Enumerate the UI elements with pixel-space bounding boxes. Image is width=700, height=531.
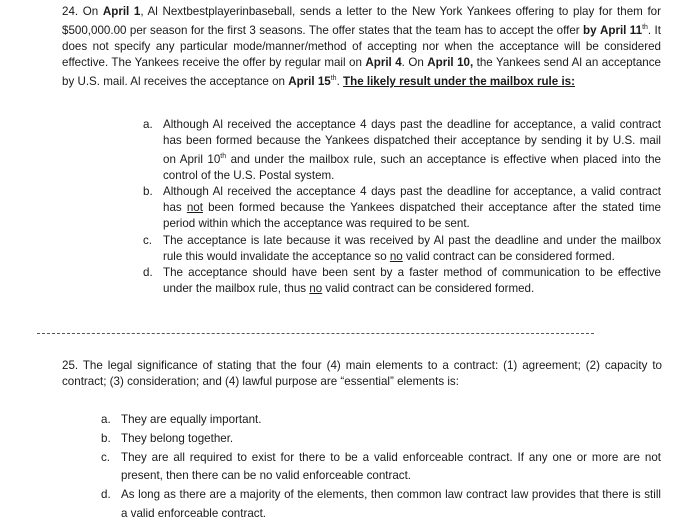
question-24-number: 24. — [62, 5, 79, 18]
question-25-text: 25. The legal significance of stating that the four (4) main elements to a contract: (1) agreement; (2) capacity to contract; (3) consideration; and (4) lawful purpose are “essential” elements is: — [62, 359, 662, 389]
question-24: 24. On April 1, Al Nextbestplayerinbaseball, sends a letter to the New York Yankees offering to play for them for $500,000.00 per season for the first 3 seasons. The offer states that the team has to accept the offer by April 11th. It does not specify any particular mode/manner/method of accepting nor when the acceptance will be considered effective. The Yankees receive the offer by regular mail on April 4. On April 10, the Yankees send Al an acceptance by U.S. mail. Al receives the acceptance on April 15th. The likely result under the mailbox rule is: — [62, 5, 662, 89]
option-25-b[interactable]: b. They belong together. — [101, 431, 234, 445]
option-24-d[interactable]: d. The acceptance should have been sent by a faster method of communication to be effective under the mailbox rule, thus no valid contract can be considered formed. — [143, 265, 661, 295]
question-25 — [62, 358, 662, 390]
option-24-c[interactable]: c. The acceptance is late because it was received by Al past the deadline and under the mailbox rule this would invalidate the acceptance so no valid contract can be considered formed. — [143, 233, 661, 263]
option-24-b[interactable]: b. Although Al received the acceptance 4 days past the deadline for acceptance, a valid contract has not been formed because the Yankees dispatched their acceptance after the stated time period within which the acceptance was required to be sent. — [143, 185, 661, 231]
option-24-a[interactable]: a. Although Al received the acceptance 4 days past the deadline for acceptance, a valid contract has been formed because the Yankees dispatched their acceptance by sending it by U.S. mail on April 10th and under the mailbox rule, such an acceptance is effective when placed into the control of the U.S. Postal system. — [143, 118, 661, 183]
question-24-options — [143, 117, 661, 297]
option-25-c[interactable]: c. They are all required to exist for there to be a valid enforceable contract. If any one or more are not present, then there can be no valid enforceable contract. — [101, 450, 661, 483]
option-25-a[interactable]: a. They are equally important. — [101, 413, 262, 426]
question-25-options — [101, 411, 661, 524]
section-divider — [37, 333, 594, 334]
question-24-prompt: The likely result under the mailbox rule is: — [343, 75, 575, 89]
option-25-d[interactable]: d. As long as there are a majority of the elements, then common law contract law provides that there is still a valid enforceable contract. — [101, 488, 661, 520]
